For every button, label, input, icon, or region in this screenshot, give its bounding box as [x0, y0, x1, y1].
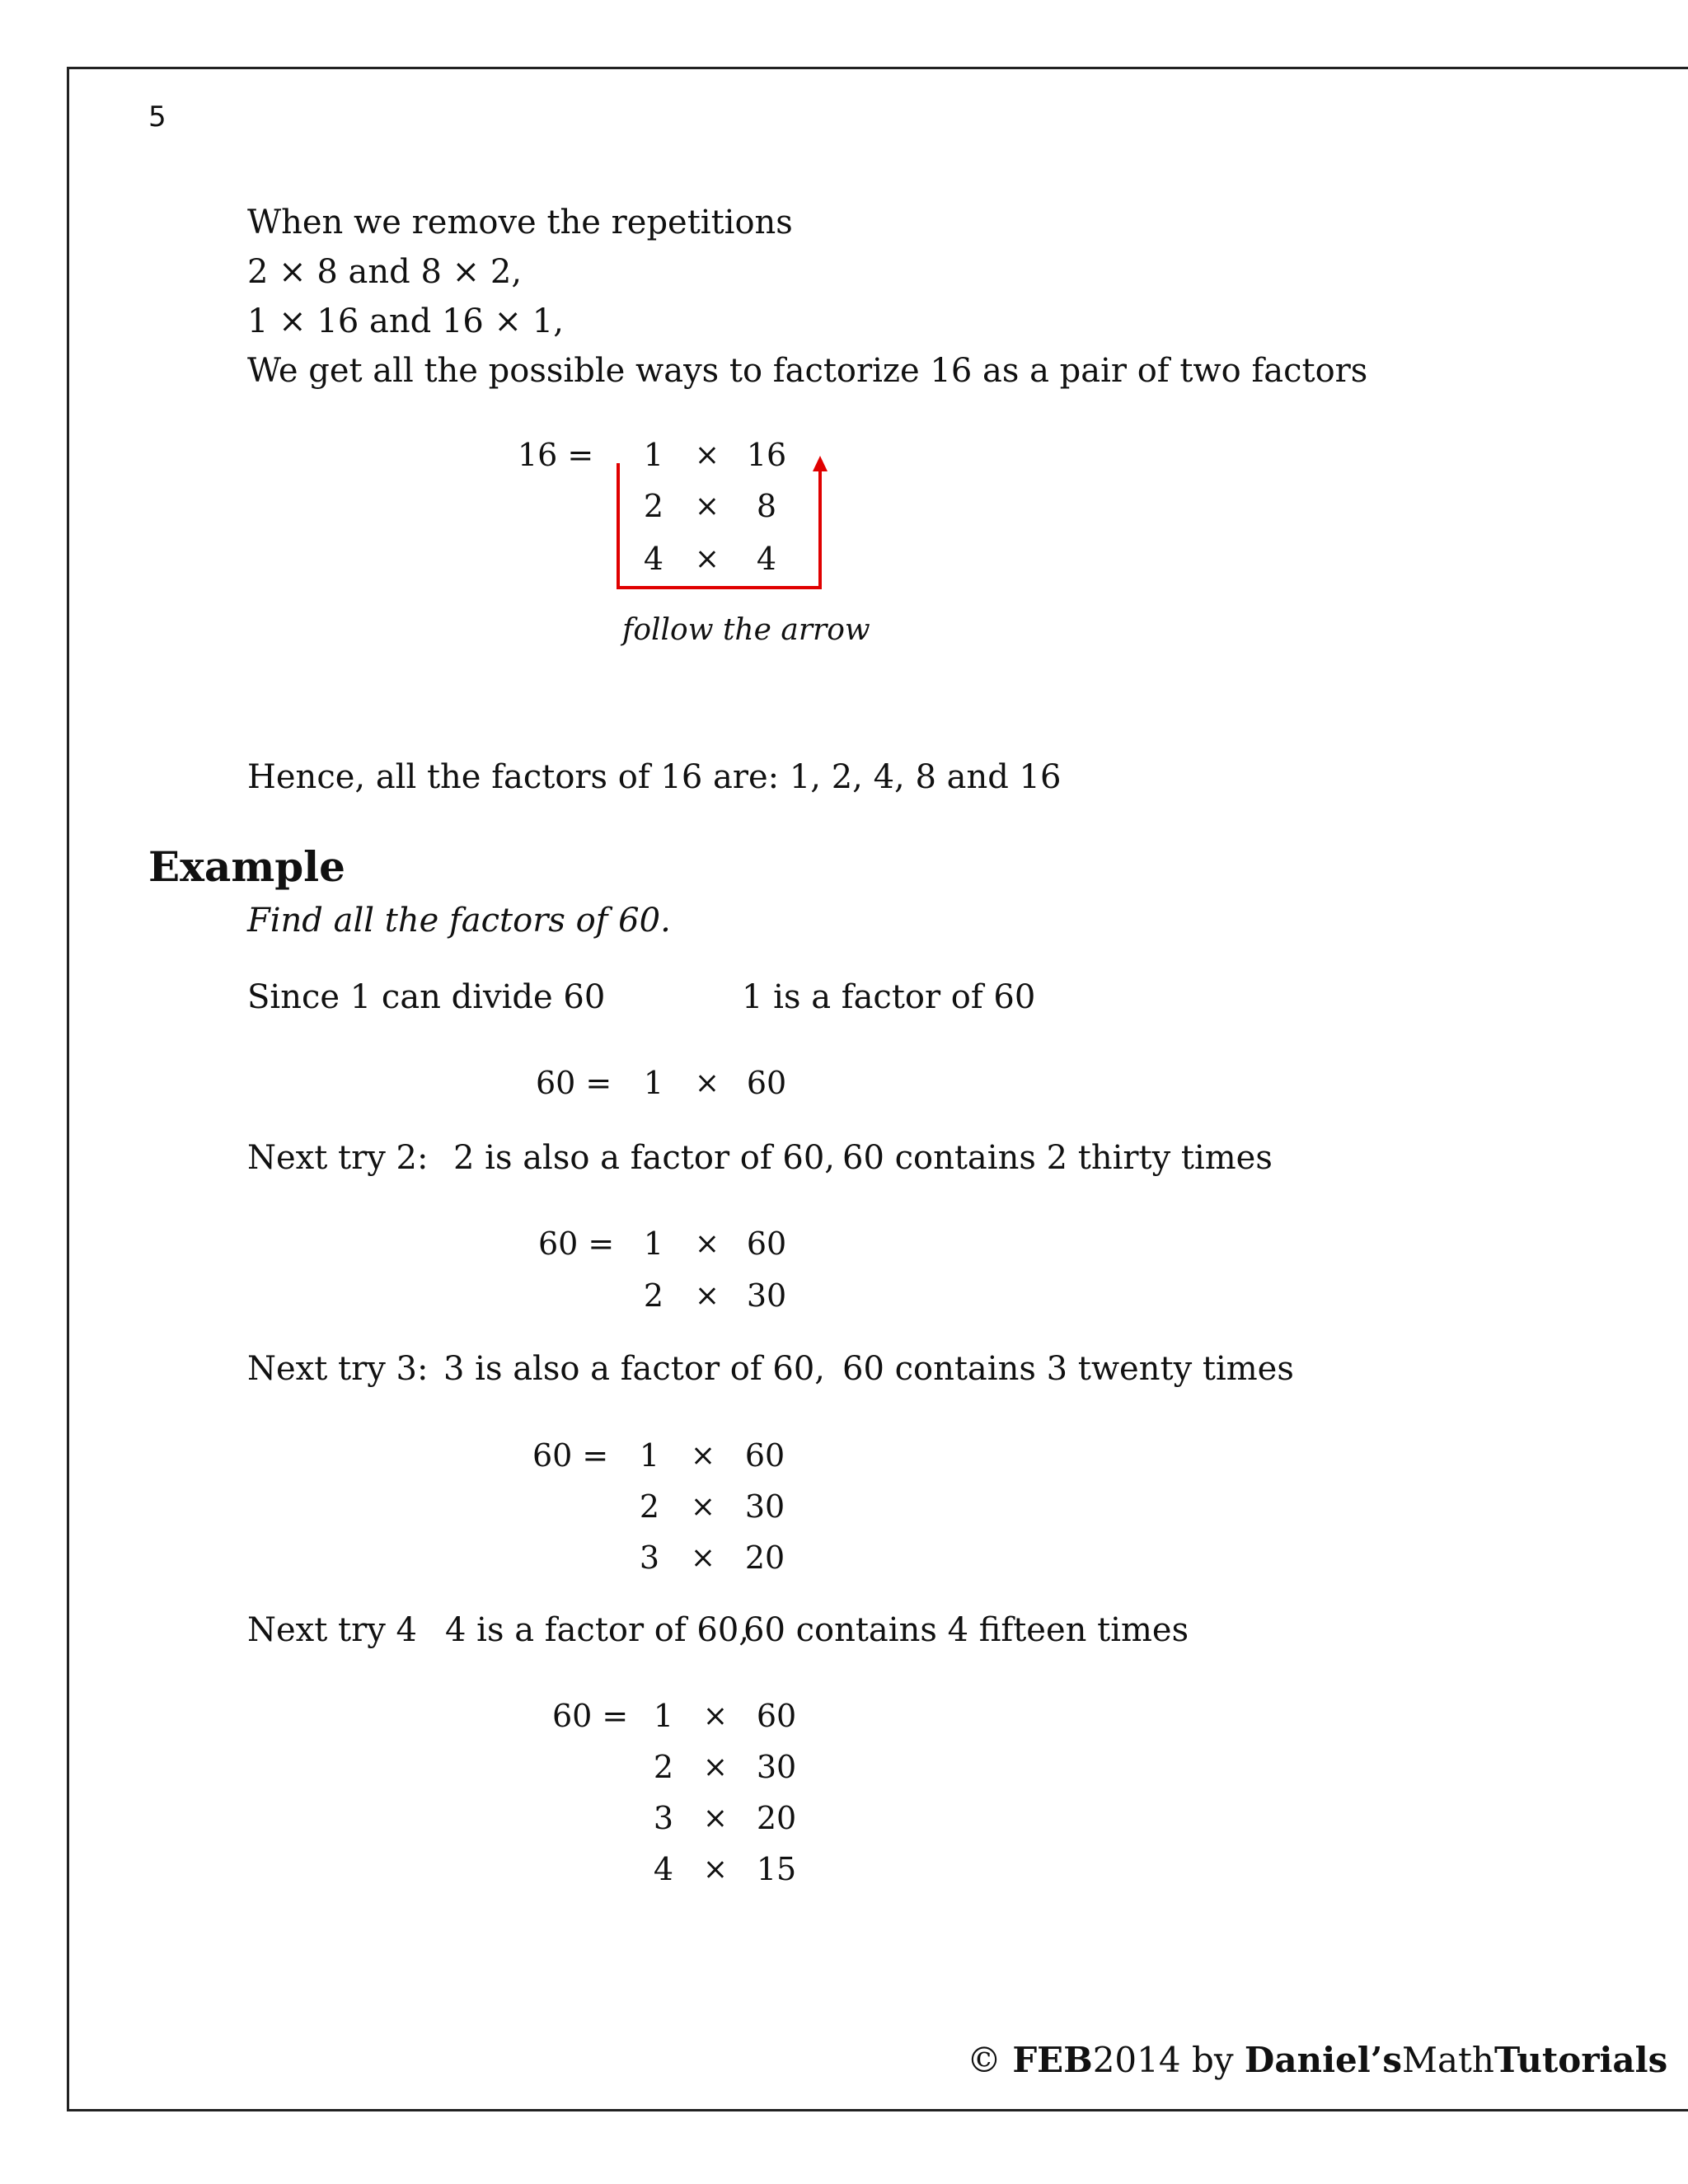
copyright-footer — [967, 2040, 1667, 2080]
table3-row3-b: 20 — [744, 1540, 785, 1576]
table4-row1-a: 1 — [653, 1698, 674, 1734]
table4-row3-a: 3 — [653, 1800, 674, 1836]
table1-row1-a: 1 — [643, 1065, 664, 1101]
table4-row3-b: 20 — [756, 1800, 797, 1836]
table2-row1-b: 60 — [746, 1226, 787, 1262]
factor16-row1-op: × — [694, 438, 720, 472]
page-number: 5 — [148, 101, 166, 134]
conclusion-16: Hence, all the factors of 16 are: 1, 2, 4, 8 and 16 — [247, 758, 1062, 796]
factor16-row3-op: × — [694, 542, 720, 576]
table3-row1-op: × — [690, 1439, 716, 1473]
table2-row1-op: × — [694, 1227, 720, 1261]
table4-row4-op: × — [702, 1853, 729, 1886]
follow-arrow-icon — [602, 453, 832, 593]
footer-tutorials: Tutorials — [1493, 2040, 1668, 2080]
footer-year: 2014 by — [1092, 2040, 1245, 2080]
intro-line-1: When we remove the repetitions — [247, 204, 793, 241]
table3-lhs: 60 = — [532, 1437, 609, 1474]
table4-row1-op: × — [702, 1699, 729, 1733]
arrow-caption: follow the arrow — [622, 613, 870, 647]
table3-row1-a: 1 — [639, 1437, 660, 1474]
table4-row3-op: × — [702, 1802, 729, 1835]
table2-row1-a: 1 — [643, 1226, 664, 1262]
example-prompt: Find all the factors of 60. — [247, 902, 671, 940]
factor16-row3-a: 4 — [643, 541, 664, 577]
step3-label: Next try 3: — [247, 1350, 429, 1388]
step4-label: Next try 4 — [247, 1611, 417, 1649]
footer-copy: © — [967, 2040, 1013, 2080]
step3-mid: 3 is also a factor of 60, — [443, 1350, 825, 1388]
table3-row3-a: 3 — [639, 1540, 660, 1576]
table3-row2-b: 30 — [744, 1488, 785, 1525]
step3-right: 60 contains 3 twenty times — [842, 1350, 1294, 1388]
table1-lhs: 60 = — [536, 1065, 612, 1101]
table4-row2-a: 2 — [653, 1749, 674, 1785]
table2-row2-op: × — [694, 1279, 720, 1313]
step4-mid: 4 is a factor of 60, — [445, 1611, 750, 1649]
table4-row1-b: 60 — [756, 1698, 797, 1734]
factor16-lhs: 16 = — [518, 437, 594, 473]
factor16-row2-a: 2 — [643, 488, 664, 524]
step4-right: 60 contains 4 fifteen times — [743, 1611, 1189, 1649]
step2-right: 60 contains 2 thirty times — [842, 1139, 1273, 1177]
factor16-row3-b: 4 — [756, 541, 777, 577]
table3-row2-op: × — [690, 1490, 716, 1524]
intro-line-3: 1 × 16 and 16 × 1, — [247, 302, 564, 340]
factor16-row2-b: 8 — [756, 488, 777, 524]
table1-row1-b: 60 — [746, 1065, 787, 1101]
footer-math: Math — [1401, 2040, 1494, 2080]
step1-right: 1 is a factor of 60 — [742, 978, 1036, 1016]
intro-line-4: We get all the possible ways to factorize 16 as a pair of two factors — [247, 352, 1368, 390]
table1-row1-op: × — [694, 1066, 720, 1100]
factor16-row1-b: 16 — [746, 437, 787, 473]
table4-row2-b: 30 — [756, 1749, 797, 1785]
intro-line-2: 2 × 8 and 8 × 2, — [247, 253, 523, 291]
table3-row1-b: 60 — [744, 1437, 785, 1474]
table3-row3-op: × — [690, 1541, 716, 1575]
table3-row2-a: 2 — [639, 1488, 660, 1525]
example-heading: Example — [148, 842, 345, 891]
table2-row2-b: 30 — [746, 1277, 787, 1314]
table4-row4-b: 15 — [756, 1851, 797, 1887]
table2-lhs: 60 = — [538, 1226, 615, 1262]
step1-left: Since 1 can divide 60 — [247, 978, 606, 1016]
factor16-row1-a: 1 — [643, 437, 664, 473]
step2-label: Next try 2: — [247, 1139, 429, 1177]
table2-row2-a: 2 — [643, 1277, 664, 1314]
footer-feb: FEB — [1012, 2040, 1093, 2080]
table4-row4-a: 4 — [653, 1851, 674, 1887]
table4-row2-op: × — [702, 1750, 729, 1784]
footer-daniels: Daniel’s — [1244, 2040, 1402, 2080]
table4-lhs: 60 = — [552, 1698, 629, 1734]
factor16-row2-op: × — [694, 490, 720, 523]
step2-mid: 2 is also a factor of 60, — [453, 1139, 835, 1177]
